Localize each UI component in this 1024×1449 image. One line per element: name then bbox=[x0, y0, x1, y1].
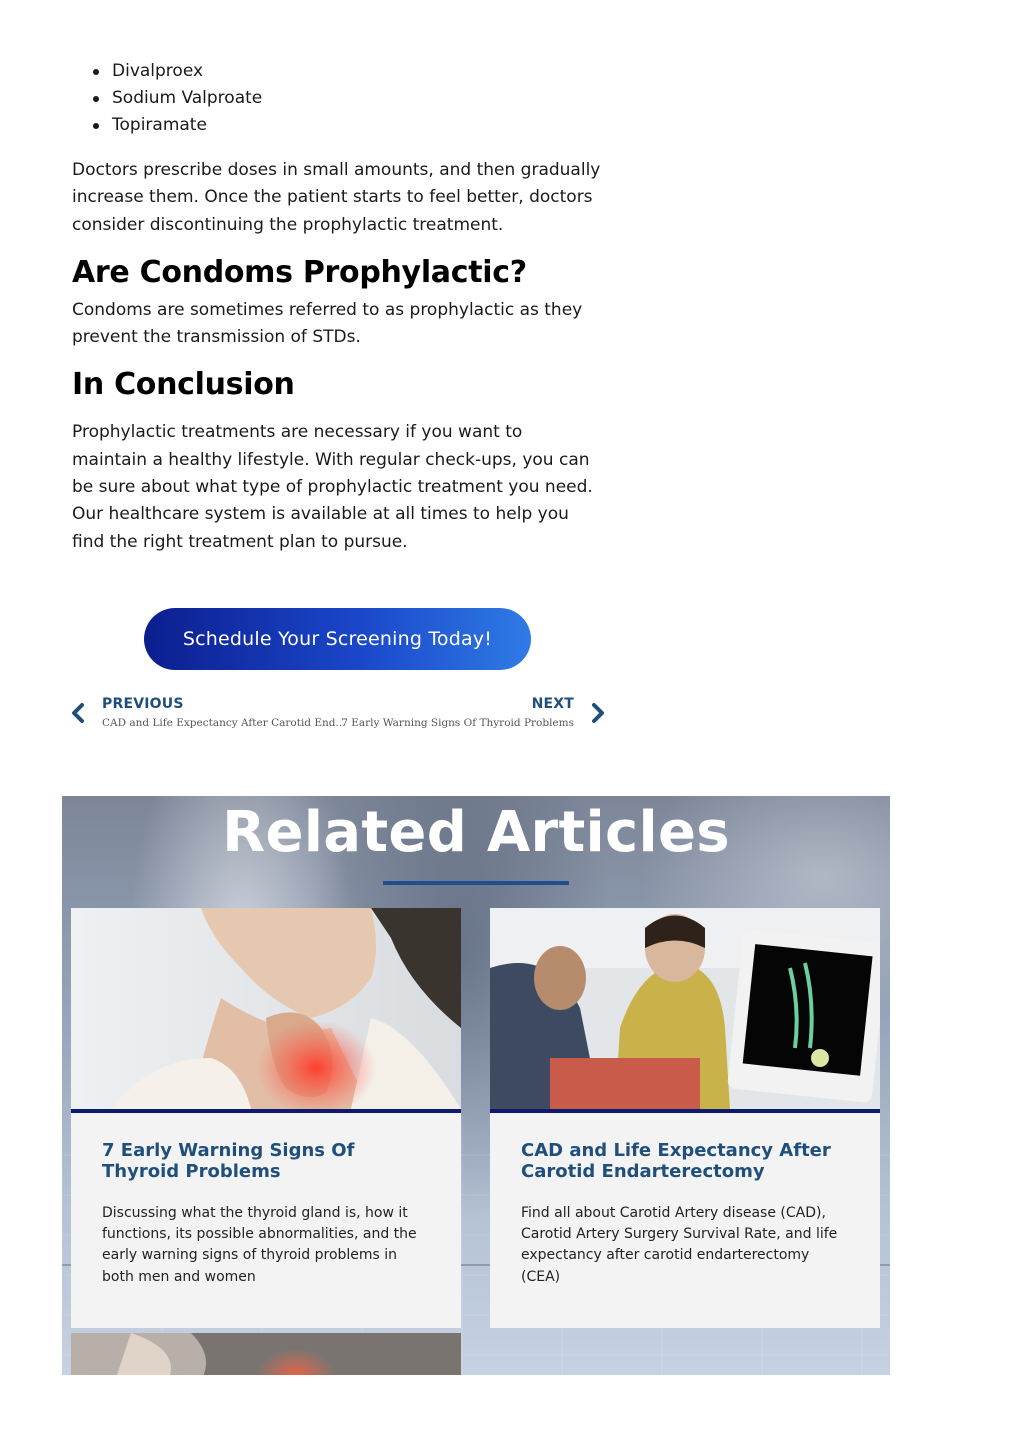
card-title[interactable]: CAD and Life Expectancy After Carotid Endarterectomy bbox=[521, 1140, 831, 1182]
chevron-left-icon bbox=[70, 702, 86, 724]
previous-post-title: CAD and Life Expectancy After Carotid End... bbox=[102, 717, 346, 729]
card-excerpt: Discussing what the thyroid gland is, how it functions, its possible abnormalities, and the early warning signs of thyroid problems in both men and women bbox=[102, 1205, 417, 1285]
article-card[interactable] bbox=[490, 908, 880, 1328]
medication-list bbox=[72, 58, 602, 139]
heading-underline bbox=[383, 881, 569, 885]
list-item: Divalproex bbox=[112, 58, 602, 85]
card-title[interactable]: 7 Early Warning Signs Of Thyroid Problems bbox=[102, 1140, 355, 1182]
paragraph-conclusion: Prophylactic treatments are necessary if you want to maintain a healthy lifestyle. With regular check-ups, you can be sure about what type of prophylactic treatment you need. Our healthcare system is available at all times to help you find the right treatment plan to pursue. bbox=[72, 422, 593, 552]
list-item: Topiramate bbox=[112, 112, 602, 139]
next-post-link[interactable] bbox=[336, 694, 606, 734]
previous-label: PREVIOUS bbox=[102, 696, 184, 712]
thyroid-article-image[interactable] bbox=[71, 908, 461, 1109]
card-divider bbox=[490, 1109, 880, 1113]
paragraph-condoms: Condoms are sometimes referred to as prophylactic as they prevent the transmission of STDs. bbox=[72, 299, 583, 348]
article-card[interactable] bbox=[71, 908, 461, 1328]
schedule-screening-button[interactable]: Schedule Your Screening Today! bbox=[144, 608, 531, 670]
card-divider bbox=[71, 1109, 461, 1113]
paragraph-dosing: Doctors prescribe doses in small amounts, and then gradually increase them. Once the patient starts to feel better, doctors consider discontinuing the prophylactic treatment. bbox=[72, 160, 601, 235]
related-articles-heading: Related Articles bbox=[222, 800, 730, 865]
heading-conclusion: In Conclusion bbox=[72, 367, 295, 403]
article-image-partial[interactable] bbox=[71, 1333, 461, 1375]
article-body bbox=[72, 58, 602, 556]
previous-post-link[interactable] bbox=[70, 694, 346, 734]
carotid-article-image[interactable] bbox=[490, 908, 880, 1109]
list-item: Sodium Valproate bbox=[112, 85, 602, 112]
article-card-partial[interactable] bbox=[71, 1333, 461, 1375]
next-post-title: 7 Early Warning Signs Of Thyroid Problems bbox=[341, 717, 574, 729]
related-articles-section bbox=[62, 796, 890, 1375]
post-navigation bbox=[70, 694, 606, 734]
heading-condoms: Are Condoms Prophylactic? bbox=[72, 254, 527, 290]
card-excerpt: Find all about Carotid Artery disease (CAD), Carotid Artery Surgery Survival Rate, and life expectancy after carotid endarterectomy (CEA) bbox=[521, 1205, 838, 1285]
chevron-right-icon bbox=[590, 702, 606, 724]
next-label: NEXT bbox=[531, 696, 574, 712]
